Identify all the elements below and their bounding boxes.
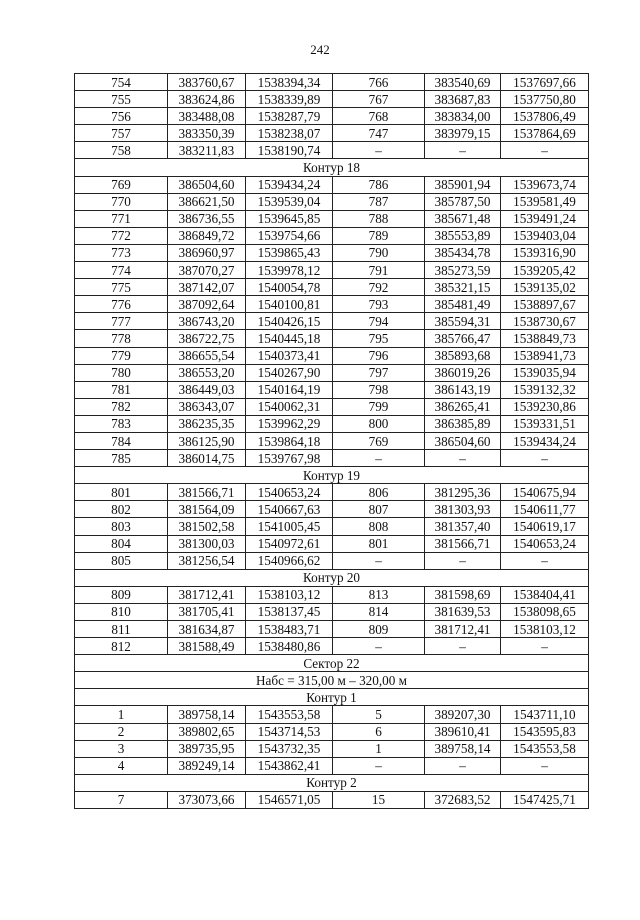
section-header: Сектор 22 (75, 655, 589, 672)
page-number: 242 (310, 42, 330, 57)
point-number: 754 (75, 74, 168, 91)
y-coordinate: – (501, 142, 589, 159)
y-coordinate: 1540445,18 (246, 330, 333, 347)
point-number: 800 (333, 415, 425, 432)
point-number: 770 (75, 193, 168, 210)
point-number: 803 (75, 518, 168, 535)
section-header: Набс = 315,00 м – 320,00 м (75, 672, 589, 689)
point-number: 799 (333, 398, 425, 415)
point-number: 1 (75, 706, 168, 723)
table-row (75, 381, 589, 398)
point-number: 15 (333, 791, 425, 808)
x-coordinate: 386019,26 (425, 364, 501, 381)
y-coordinate: – (501, 638, 589, 655)
point-number: 806 (333, 484, 425, 501)
y-coordinate: 1540966,62 (246, 552, 333, 569)
x-coordinate: 381598,69 (425, 586, 501, 603)
table-row (75, 176, 589, 193)
x-coordinate: 386621,50 (168, 193, 246, 210)
x-coordinate: 383687,83 (425, 91, 501, 108)
y-coordinate: 1539434,24 (501, 432, 589, 449)
x-coordinate: 385766,47 (425, 330, 501, 347)
x-coordinate: 386449,03 (168, 381, 246, 398)
table-row (75, 193, 589, 210)
point-number: 771 (75, 210, 168, 227)
point-number: 755 (75, 91, 168, 108)
point-number: 801 (333, 535, 425, 552)
table-row (75, 518, 589, 535)
point-number: 813 (333, 586, 425, 603)
point-number: 757 (75, 125, 168, 142)
y-coordinate: 1543553,58 (246, 706, 333, 723)
point-number: 809 (333, 621, 425, 638)
point-number: 790 (333, 244, 425, 261)
x-coordinate: 386655,54 (168, 347, 246, 364)
x-coordinate: 385273,59 (425, 262, 501, 279)
point-number: 812 (75, 638, 168, 655)
x-coordinate: 386014,75 (168, 450, 246, 467)
y-coordinate: 1540062,31 (246, 398, 333, 415)
y-coordinate: 1537806,49 (501, 108, 589, 125)
table-row (75, 244, 589, 261)
x-coordinate: 383834,00 (425, 108, 501, 125)
point-number: 807 (333, 501, 425, 518)
point-number: 787 (333, 193, 425, 210)
y-coordinate: 1537864,69 (501, 125, 589, 142)
table-row (75, 330, 589, 347)
x-coordinate: 386849,72 (168, 227, 246, 244)
y-coordinate: 1547425,71 (501, 791, 589, 808)
point-number: 783 (75, 415, 168, 432)
y-coordinate: 1539864,18 (246, 432, 333, 449)
y-coordinate: 1541005,45 (246, 518, 333, 535)
point-number: 804 (75, 535, 168, 552)
y-coordinate: 1543862,41 (246, 757, 333, 774)
section-header-row (75, 467, 589, 484)
point-number: 2 (75, 723, 168, 740)
x-coordinate: 381256,54 (168, 552, 246, 569)
x-coordinate: 386265,41 (425, 398, 501, 415)
table-row (75, 706, 589, 723)
x-coordinate: 381564,09 (168, 501, 246, 518)
y-coordinate: 1540611,77 (501, 501, 589, 518)
x-coordinate: 386504,60 (425, 432, 501, 449)
x-coordinate: 381634,87 (168, 621, 246, 638)
point-number: 808 (333, 518, 425, 535)
x-coordinate: – (425, 552, 501, 569)
x-coordinate: 381295,36 (425, 484, 501, 501)
x-coordinate: 385553,89 (425, 227, 501, 244)
x-coordinate: 383540,69 (425, 74, 501, 91)
x-coordinate: 389249,14 (168, 757, 246, 774)
table-row (75, 347, 589, 364)
y-coordinate: 1539767,98 (246, 450, 333, 467)
point-number: 788 (333, 210, 425, 227)
y-coordinate: 1540426,15 (246, 313, 333, 330)
point-number: 792 (333, 279, 425, 296)
y-coordinate: 1539754,66 (246, 227, 333, 244)
x-coordinate: – (425, 638, 501, 655)
table-row (75, 125, 589, 142)
section-header-row (75, 655, 589, 672)
section-header-row (75, 689, 589, 706)
x-coordinate: 385321,15 (425, 279, 501, 296)
x-coordinate: – (425, 450, 501, 467)
point-number: 797 (333, 364, 425, 381)
x-coordinate: 385434,78 (425, 244, 501, 261)
x-coordinate: 389207,30 (425, 706, 501, 723)
x-coordinate: 381712,41 (168, 586, 246, 603)
point-number: 785 (75, 450, 168, 467)
table-row (75, 450, 589, 467)
point-number: 747 (333, 125, 425, 142)
table-row (75, 740, 589, 757)
table-row (75, 398, 589, 415)
x-coordinate: 381357,40 (425, 518, 501, 535)
coordinates-table-body (75, 74, 589, 809)
table-row (75, 108, 589, 125)
table-row (75, 262, 589, 279)
section-header: Контур 19 (75, 467, 589, 484)
point-number: 784 (75, 432, 168, 449)
x-coordinate: 389735,95 (168, 740, 246, 757)
x-coordinate: 372683,52 (425, 791, 501, 808)
point-number: 774 (75, 262, 168, 279)
x-coordinate: 386235,35 (168, 415, 246, 432)
y-coordinate: – (501, 757, 589, 774)
y-coordinate: 1539645,85 (246, 210, 333, 227)
point-number: – (333, 450, 425, 467)
point-number: 768 (333, 108, 425, 125)
y-coordinate: – (501, 450, 589, 467)
y-coordinate: 1539403,04 (501, 227, 589, 244)
x-coordinate: 387070,27 (168, 262, 246, 279)
x-coordinate: 387092,64 (168, 296, 246, 313)
point-number: 789 (333, 227, 425, 244)
table-row (75, 621, 589, 638)
x-coordinate: 381502,58 (168, 518, 246, 535)
table-row (75, 227, 589, 244)
coordinates-table (74, 73, 589, 809)
x-coordinate: 381303,93 (425, 501, 501, 518)
x-coordinate: 386504,60 (168, 176, 246, 193)
x-coordinate: 389758,14 (425, 740, 501, 757)
point-number: 769 (333, 432, 425, 449)
y-coordinate: 1539035,94 (501, 364, 589, 381)
y-coordinate: 1543714,53 (246, 723, 333, 740)
point-number: 810 (75, 603, 168, 620)
table-row (75, 586, 589, 603)
y-coordinate: 1539205,42 (501, 262, 589, 279)
point-number: 802 (75, 501, 168, 518)
y-coordinate: 1540667,63 (246, 501, 333, 518)
point-number: 786 (333, 176, 425, 193)
y-coordinate: 1539491,24 (501, 210, 589, 227)
table-row (75, 552, 589, 569)
y-coordinate: 1538103,12 (246, 586, 333, 603)
point-number: 3 (75, 740, 168, 757)
point-number: 801 (75, 484, 168, 501)
y-coordinate: 1539539,04 (246, 193, 333, 210)
table-row (75, 603, 589, 620)
x-coordinate: 381639,53 (425, 603, 501, 620)
table-row (75, 296, 589, 313)
table-row (75, 74, 589, 91)
y-coordinate: 1537750,80 (501, 91, 589, 108)
x-coordinate: 389802,65 (168, 723, 246, 740)
point-number: 791 (333, 262, 425, 279)
x-coordinate: 381566,71 (168, 484, 246, 501)
y-coordinate: 1538137,45 (246, 603, 333, 620)
x-coordinate: 381300,03 (168, 535, 246, 552)
y-coordinate: 1539962,29 (246, 415, 333, 432)
y-coordinate: 1539865,43 (246, 244, 333, 261)
x-coordinate: 389758,14 (168, 706, 246, 723)
y-coordinate: 1539434,24 (246, 176, 333, 193)
x-coordinate: 385893,68 (425, 347, 501, 364)
x-coordinate: 383760,67 (168, 74, 246, 91)
point-number: 756 (75, 108, 168, 125)
x-coordinate: 387142,07 (168, 279, 246, 296)
table-row (75, 723, 589, 740)
y-coordinate: 1538483,71 (246, 621, 333, 638)
y-coordinate: – (501, 552, 589, 569)
y-coordinate: 1538103,12 (501, 621, 589, 638)
y-coordinate: 1537697,66 (501, 74, 589, 91)
table-row (75, 501, 589, 518)
x-coordinate: 383350,39 (168, 125, 246, 142)
y-coordinate: 1540373,41 (246, 347, 333, 364)
x-coordinate: – (425, 142, 501, 159)
y-coordinate: 1538941,73 (501, 347, 589, 364)
point-number: 805 (75, 552, 168, 569)
table-row (75, 432, 589, 449)
y-coordinate: 1539230,86 (501, 398, 589, 415)
y-coordinate: 1539673,74 (501, 176, 589, 193)
point-number: – (333, 638, 425, 655)
point-number: 776 (75, 296, 168, 313)
y-coordinate: 1539978,12 (246, 262, 333, 279)
section-header: Контур 18 (75, 159, 589, 176)
table-row (75, 791, 589, 808)
point-number: 814 (333, 603, 425, 620)
table-row (75, 279, 589, 296)
y-coordinate: 1540653,24 (501, 535, 589, 552)
y-coordinate: 1538897,67 (501, 296, 589, 313)
point-number: 773 (75, 244, 168, 261)
y-coordinate: 1540972,61 (246, 535, 333, 552)
point-number: 795 (333, 330, 425, 347)
section-header-row (75, 569, 589, 586)
x-coordinate: 381712,41 (425, 621, 501, 638)
y-coordinate: 1543595,83 (501, 723, 589, 740)
point-number: 798 (333, 381, 425, 398)
y-coordinate: 1540100,81 (246, 296, 333, 313)
x-coordinate: 386736,55 (168, 210, 246, 227)
x-coordinate: 386385,89 (425, 415, 501, 432)
y-coordinate: 1538394,34 (246, 74, 333, 91)
point-number: 6 (333, 723, 425, 740)
table-row (75, 484, 589, 501)
x-coordinate: 385594,31 (425, 313, 501, 330)
x-coordinate: 383211,83 (168, 142, 246, 159)
y-coordinate: 1538287,79 (246, 108, 333, 125)
x-coordinate: 381705,41 (168, 603, 246, 620)
y-coordinate: 1539132,32 (501, 381, 589, 398)
y-coordinate: 1540164,19 (246, 381, 333, 398)
section-header: Контур 1 (75, 689, 589, 706)
x-coordinate: 385787,50 (425, 193, 501, 210)
point-number: 5 (333, 706, 425, 723)
x-coordinate: 386125,90 (168, 432, 246, 449)
x-coordinate: 386343,07 (168, 398, 246, 415)
table-row (75, 638, 589, 655)
point-number: 758 (75, 142, 168, 159)
y-coordinate: 1540619,17 (501, 518, 589, 535)
x-coordinate: 381566,71 (425, 535, 501, 552)
section-header: Контур 20 (75, 569, 589, 586)
x-coordinate: – (425, 757, 501, 774)
point-number: – (333, 552, 425, 569)
y-coordinate: 1538849,73 (501, 330, 589, 347)
y-coordinate: 1538404,41 (501, 586, 589, 603)
y-coordinate: 1538480,86 (246, 638, 333, 655)
section-header-row (75, 672, 589, 689)
x-coordinate: 385481,49 (425, 296, 501, 313)
y-coordinate: 1539581,49 (501, 193, 589, 210)
point-number: 779 (75, 347, 168, 364)
y-coordinate: 1543553,58 (501, 740, 589, 757)
point-number: 793 (333, 296, 425, 313)
point-number: 811 (75, 621, 168, 638)
table-row (75, 91, 589, 108)
x-coordinate: 373073,66 (168, 791, 246, 808)
table-row (75, 535, 589, 552)
point-number: 794 (333, 313, 425, 330)
point-number: – (333, 757, 425, 774)
x-coordinate: 381588,49 (168, 638, 246, 655)
point-number: 809 (75, 586, 168, 603)
y-coordinate: 1538730,67 (501, 313, 589, 330)
table-row (75, 757, 589, 774)
point-number: 778 (75, 330, 168, 347)
point-number: 766 (333, 74, 425, 91)
x-coordinate: 386143,19 (425, 381, 501, 398)
y-coordinate: 1539331,51 (501, 415, 589, 432)
point-number: 772 (75, 227, 168, 244)
y-coordinate: 1539135,02 (501, 279, 589, 296)
x-coordinate: 386722,75 (168, 330, 246, 347)
table-row (75, 210, 589, 227)
table-row (75, 364, 589, 381)
point-number: 782 (75, 398, 168, 415)
point-number: 767 (333, 91, 425, 108)
y-coordinate: 1540653,24 (246, 484, 333, 501)
point-number: 1 (333, 740, 425, 757)
point-number: 780 (75, 364, 168, 381)
y-coordinate: 1539316,90 (501, 244, 589, 261)
x-coordinate: 383624,86 (168, 91, 246, 108)
y-coordinate: 1538339,89 (246, 91, 333, 108)
x-coordinate: 386960,97 (168, 244, 246, 261)
section-header: Контур 2 (75, 774, 589, 791)
point-number: 775 (75, 279, 168, 296)
table-row (75, 142, 589, 159)
x-coordinate: 383488,08 (168, 108, 246, 125)
x-coordinate: 386743,20 (168, 313, 246, 330)
y-coordinate: 1543732,35 (246, 740, 333, 757)
y-coordinate: 1538190,74 (246, 142, 333, 159)
y-coordinate: 1540675,94 (501, 484, 589, 501)
y-coordinate: 1546571,05 (246, 791, 333, 808)
y-coordinate: 1538098,65 (501, 603, 589, 620)
point-number: 4 (75, 757, 168, 774)
y-coordinate: 1543711,10 (501, 706, 589, 723)
point-number: – (333, 142, 425, 159)
x-coordinate: 389610,41 (425, 723, 501, 740)
x-coordinate: 386553,20 (168, 364, 246, 381)
section-header-row (75, 774, 589, 791)
y-coordinate: 1540267,90 (246, 364, 333, 381)
x-coordinate: 385901,94 (425, 176, 501, 193)
y-coordinate: 1540054,78 (246, 279, 333, 296)
point-number: 7 (75, 791, 168, 808)
point-number: 796 (333, 347, 425, 364)
x-coordinate: 385671,48 (425, 210, 501, 227)
point-number: 777 (75, 313, 168, 330)
x-coordinate: 383979,15 (425, 125, 501, 142)
point-number: 781 (75, 381, 168, 398)
section-header-row (75, 159, 589, 176)
table-row (75, 415, 589, 432)
y-coordinate: 1538238,07 (246, 125, 333, 142)
point-number: 769 (75, 176, 168, 193)
table-row (75, 313, 589, 330)
